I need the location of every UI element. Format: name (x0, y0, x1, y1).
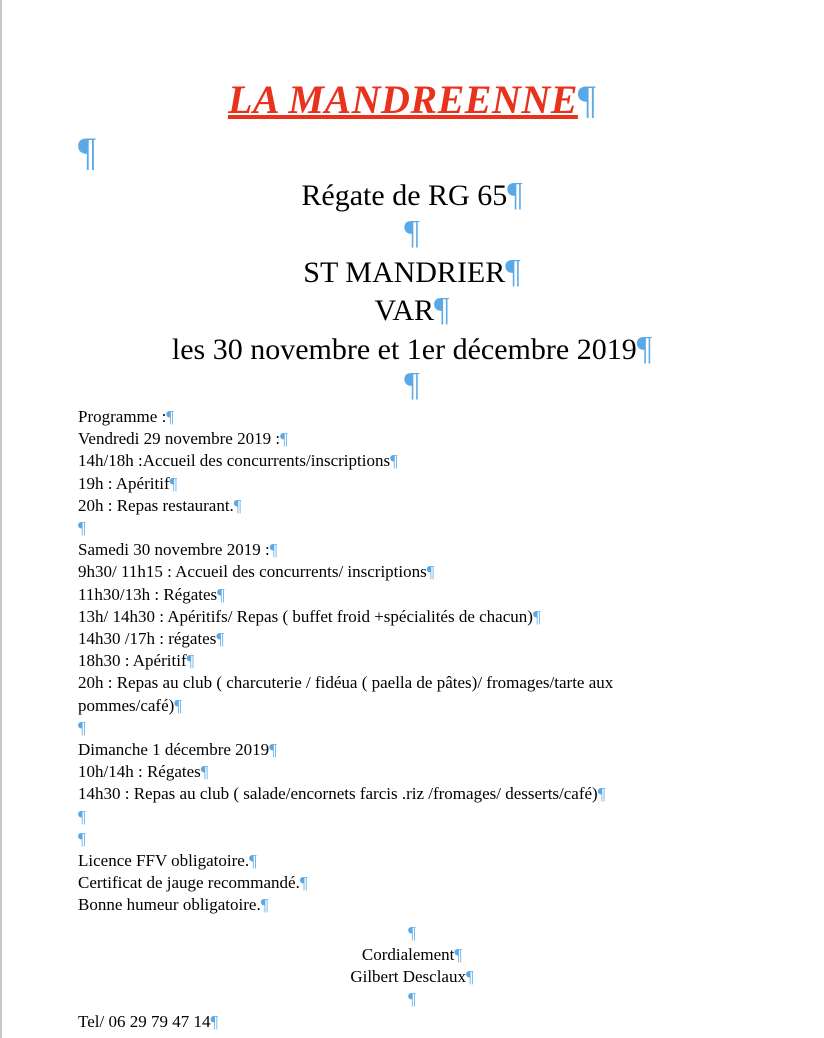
pilcrow-mark: ¶ (636, 330, 653, 367)
text-run: 11h30/13h : Régates (78, 584, 218, 604)
programme-line (78, 539, 613, 561)
text-run: Vendredi 29 novembre 2019 : (78, 429, 281, 449)
text-run: Bonne humeur obligatoire. (78, 895, 261, 915)
pilcrow-mark: ¶ (434, 291, 450, 328)
region-heading (0, 291, 824, 329)
region-name: VAR (374, 294, 435, 327)
pilcrow-mark: ¶ (78, 129, 97, 174)
pilcrow-mark: ¶ (507, 176, 523, 213)
event-heading (0, 176, 824, 214)
text-run: 18h30 : Apéritif (78, 651, 187, 671)
event-dates: les 30 novembre et 1er décembre 2019 (171, 333, 637, 366)
text-run: 14h30 : Repas au club ( salade/encornets farcis .riz /fromages/ desserts/café) (78, 784, 598, 804)
text-run (78, 1011, 218, 1033)
pilcrow-mark: ¶ (249, 851, 257, 871)
dates-heading (0, 330, 824, 368)
text-run: Samedi 30 novembre 2019 : (78, 540, 270, 560)
pilcrow-mark: ¶ (216, 629, 225, 649)
text-run: Dimanche 1 décembre 2019 (78, 740, 270, 760)
programme-line (78, 495, 613, 517)
page-left-edge (0, 0, 2, 1038)
pilcrow-mark: ¶ (78, 518, 86, 538)
pilcrow-mark: ¶ (597, 784, 606, 804)
pilcrow-mark: ¶ (426, 562, 435, 582)
text-run: Cordialement (361, 945, 455, 964)
programme-line (78, 584, 613, 606)
programme-line (78, 628, 613, 650)
programme-line (78, 672, 613, 694)
text-run: Certificat de jauge recommandé. (78, 873, 300, 893)
programme-block (78, 406, 613, 917)
programme-line (78, 739, 613, 761)
pilcrow-mark: ¶ (408, 989, 416, 1008)
pilcrow-mark: ¶ (210, 1012, 219, 1031)
text-run: 9h30/ 11h15 : Accueil des concurrents/ inscriptions (78, 562, 427, 582)
pilcrow-mark: ¶ (166, 407, 174, 426)
pilcrow-mark: ¶ (233, 495, 242, 515)
pilcrow-mark: ¶ (299, 873, 308, 893)
pilcrow-mark: ¶ (169, 473, 178, 493)
text-run: 19h : Apéritif (78, 473, 170, 493)
pilcrow-mark: ¶ (174, 695, 182, 715)
programme-line (78, 850, 613, 872)
programme-line (78, 428, 613, 450)
pilcrow-mark: ¶ (280, 429, 288, 449)
text-run: Licence FFV obligatoire. (78, 851, 250, 871)
programme-line (78, 894, 613, 916)
programme-line (78, 473, 613, 495)
place-name: ST MANDRIER (303, 256, 506, 289)
pilcrow-mark: ¶ (408, 923, 416, 942)
pilcrow-mark: ¶ (454, 945, 463, 964)
programme-line (78, 761, 613, 783)
document-title-line (0, 76, 824, 123)
pilcrow-mark: ¶ (269, 740, 277, 760)
programme-line (78, 695, 613, 717)
programme-line (78, 828, 613, 850)
programme-line (78, 717, 613, 739)
text-run: 20h : Repas restaurant. (78, 495, 234, 515)
text-run: Gilbert Desclaux (350, 967, 466, 986)
programme-line (78, 606, 613, 628)
programme-line (78, 517, 613, 539)
pilcrow-mark: ¶ (269, 540, 278, 560)
pilcrow-mark: ¶ (404, 366, 420, 403)
programme-line (78, 450, 613, 472)
programme-line (78, 806, 613, 828)
pilcrow-mark: ¶ (404, 214, 420, 251)
pilcrow-mark: ¶ (532, 606, 541, 626)
programme-line (78, 872, 613, 894)
pilcrow-mark: ¶ (260, 895, 269, 915)
pilcrow-mark: ¶ (465, 967, 474, 986)
pilcrow-mark: ¶ (577, 77, 597, 122)
pilcrow-mark: ¶ (78, 806, 86, 826)
programme-line (78, 561, 613, 583)
place-heading (0, 253, 824, 291)
pilcrow-mark: ¶ (78, 828, 86, 848)
pilcrow-mark: ¶ (505, 253, 521, 290)
closing-greeting (0, 944, 824, 966)
pilcrow-mark: ¶ (186, 651, 195, 671)
pilcrow-mark: ¶ (200, 762, 209, 782)
pilcrow-mark: ¶ (78, 717, 86, 737)
programme-line (78, 783, 613, 805)
text-run: Programme : (78, 407, 167, 426)
text-run: 13h/ 14h30 : Apéritifs/ Repas ( buffet froid +spécialités de chacun) (78, 606, 533, 626)
programme-line (78, 650, 613, 672)
text-run: 20h : Repas au club ( charcuterie / fidéua ( paella de pâtes)/ fromages/tarte aux (78, 673, 614, 693)
text-run: 14h30 /17h : régates (78, 629, 217, 649)
text-run: 10h/14h : Régates (78, 762, 201, 782)
pilcrow-mark: ¶ (390, 451, 398, 471)
text-run: 14h/18h :Accueil des concurrents/inscriptions (78, 451, 391, 471)
text-run: pommes/café) (78, 695, 175, 715)
programme-line (78, 406, 613, 428)
event-name: Régate de RG 65 (301, 179, 508, 212)
phone-line (78, 1011, 218, 1033)
phone-number: Tel/ 06 29 79 47 14 (78, 1012, 211, 1031)
document-title: LA MANDREENNE (227, 77, 578, 122)
signature-name (0, 966, 824, 988)
pilcrow-mark: ¶ (217, 584, 225, 604)
